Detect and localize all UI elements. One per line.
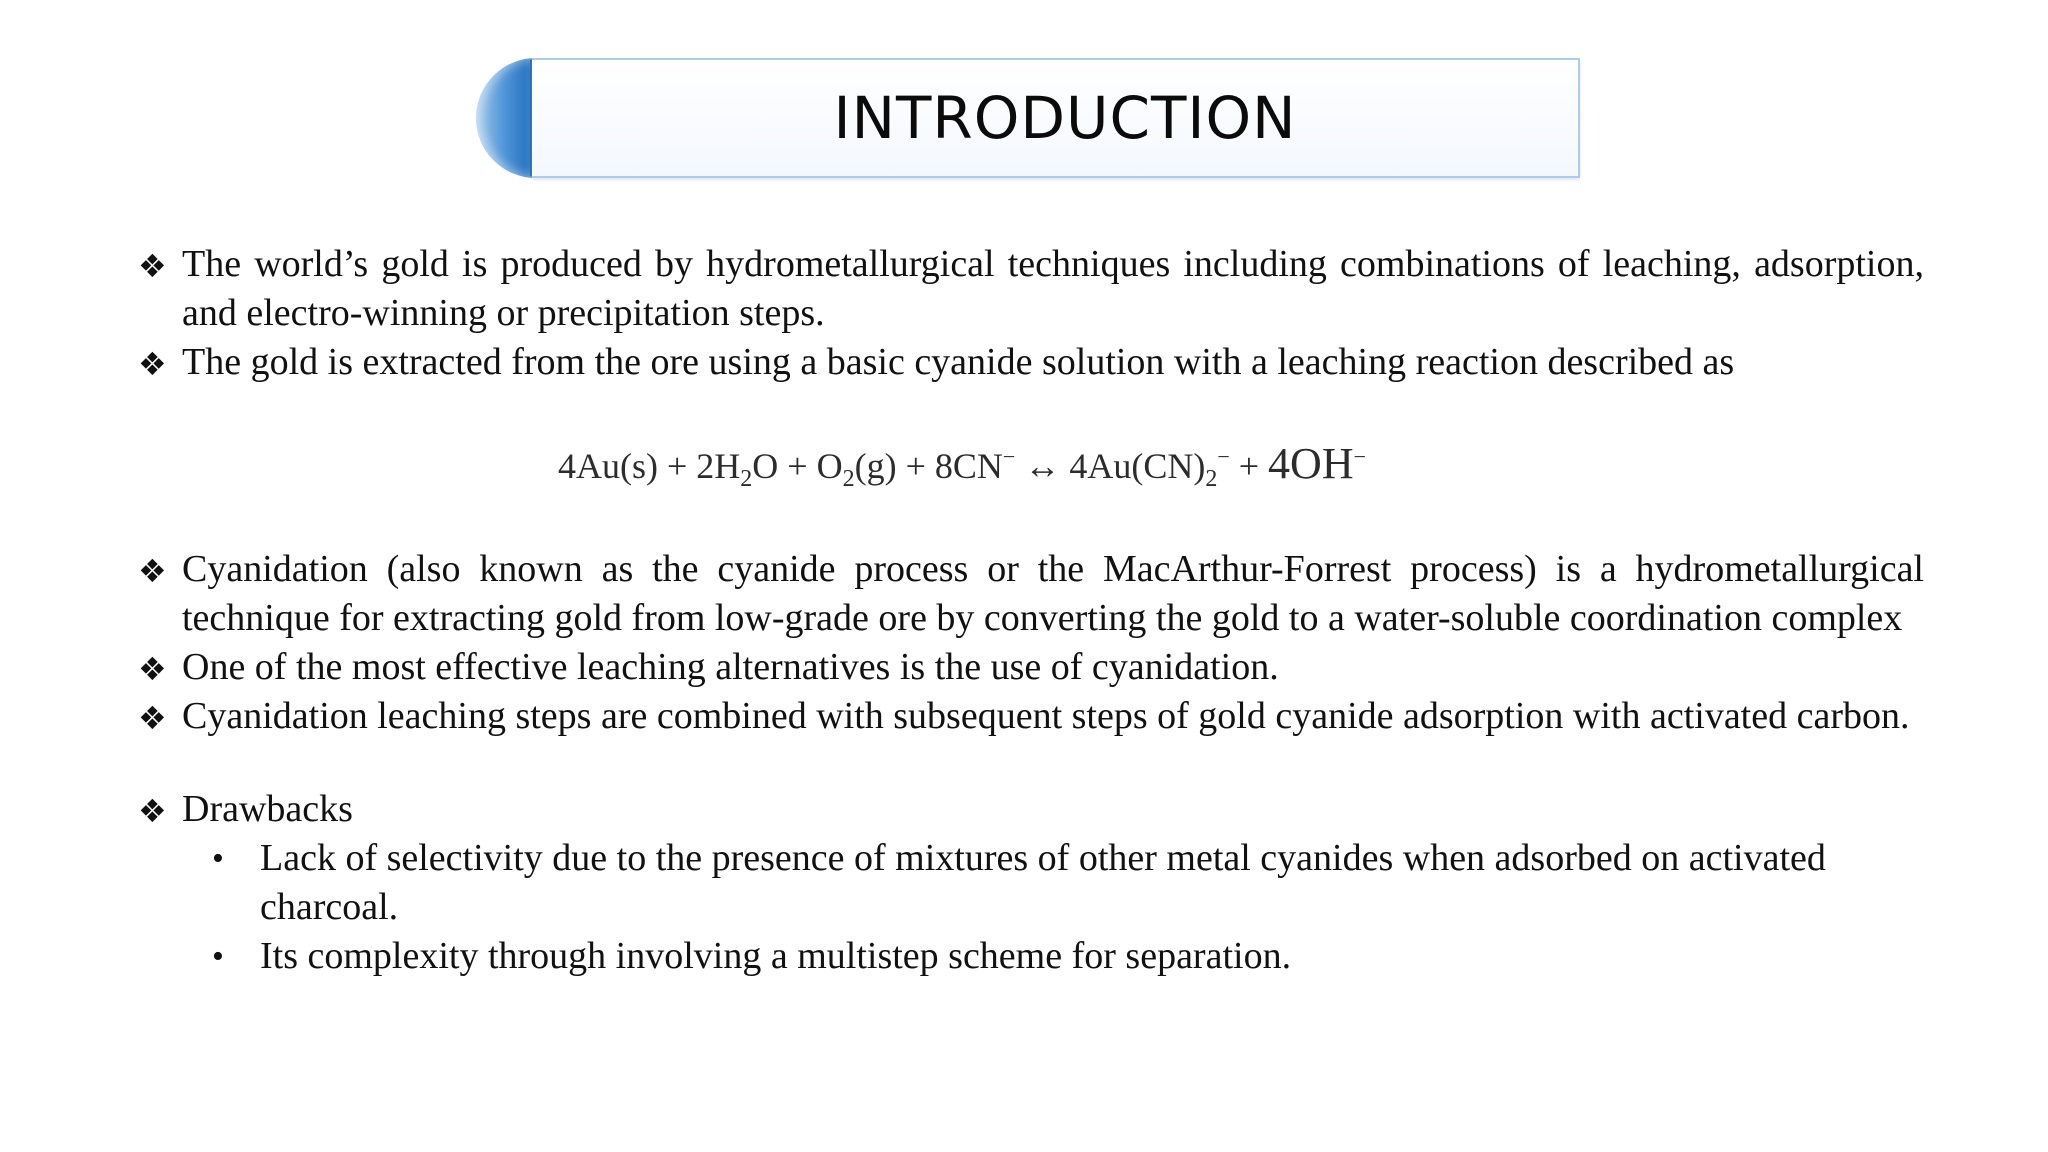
equation-part: 4Au(s) + 2H xyxy=(558,446,741,486)
bullet-item xyxy=(138,240,1924,338)
drawback-item xyxy=(138,932,1924,981)
drawback-text: Lack of selectivity due to the presence of mixtures of other metal cyanides when adsorbed on activated charcoal. xyxy=(260,837,1826,928)
leaching-equation xyxy=(138,427,1924,509)
equation-superscript: − xyxy=(1353,444,1367,469)
equation-arrow: ↔ xyxy=(1015,446,1070,486)
equation-part: 4OH xyxy=(1268,439,1354,488)
equation-superscript: − xyxy=(1002,444,1016,469)
dot-bullet-icon: • xyxy=(212,938,224,975)
equation-part: 4Au(CN) xyxy=(1069,446,1206,486)
bullet-text: The gold is extracted from the ore using a basic cyanide solution with a leaching reaction described as xyxy=(182,341,1735,383)
slide-content xyxy=(138,240,1924,981)
diamond-bullet-icon: ❖ xyxy=(138,552,167,590)
equation-part: (g) + 8CN xyxy=(854,446,1003,486)
page-title: INTRODUCTION xyxy=(833,84,1297,152)
bullet-text: One of the most effective leaching alternatives is the use of cyanidation. xyxy=(182,646,1279,688)
title-banner xyxy=(476,58,1580,178)
equation-subscript: 2 xyxy=(1205,466,1218,492)
drawback-item xyxy=(138,834,1924,932)
equation-part: + xyxy=(1229,446,1269,486)
bullet-item-drawbacks xyxy=(138,785,1924,834)
diamond-bullet-icon: ❖ xyxy=(138,650,167,688)
dot-bullet-icon: • xyxy=(212,840,224,877)
bullet-item xyxy=(138,338,1924,387)
title-banner-cap xyxy=(476,58,540,178)
bullet-item xyxy=(138,643,1924,692)
equation-part: O + O xyxy=(752,446,843,486)
bullet-text: Cyanidation (also known as the cyanide process or the MacArthur-Forrest process) is a hydrometallurgical technique for extracting gold from low-grade ore by converting the gold to a water-soluble coordination complex xyxy=(182,548,1924,639)
spacer xyxy=(138,741,1924,785)
title-box xyxy=(532,58,1580,178)
bullet-text: Cyanidation leaching steps are combined with subsequent steps of gold cyanide adsorption with activated carbon. xyxy=(182,695,1910,737)
bullet-item xyxy=(138,545,1924,643)
bullet-item xyxy=(138,692,1924,741)
equation-superscript: − xyxy=(1217,444,1230,469)
diamond-bullet-icon: ❖ xyxy=(138,247,167,285)
drawbacks-heading: Drawbacks xyxy=(182,788,353,830)
drawback-text: Its complexity through involving a multistep scheme for separation. xyxy=(260,935,1292,977)
equation-subscript: 2 xyxy=(740,466,753,492)
diamond-bullet-icon: ❖ xyxy=(138,699,167,737)
equation-subscript: 2 xyxy=(842,466,855,492)
drawbacks-list xyxy=(138,834,1924,981)
diamond-bullet-icon: ❖ xyxy=(138,792,167,830)
diamond-bullet-icon: ❖ xyxy=(138,345,167,383)
bullet-text: The world’s gold is produced by hydrometallurgical techniques including combinations of leaching, adsorption, and electro-winning or precipitation steps. xyxy=(182,243,1924,334)
